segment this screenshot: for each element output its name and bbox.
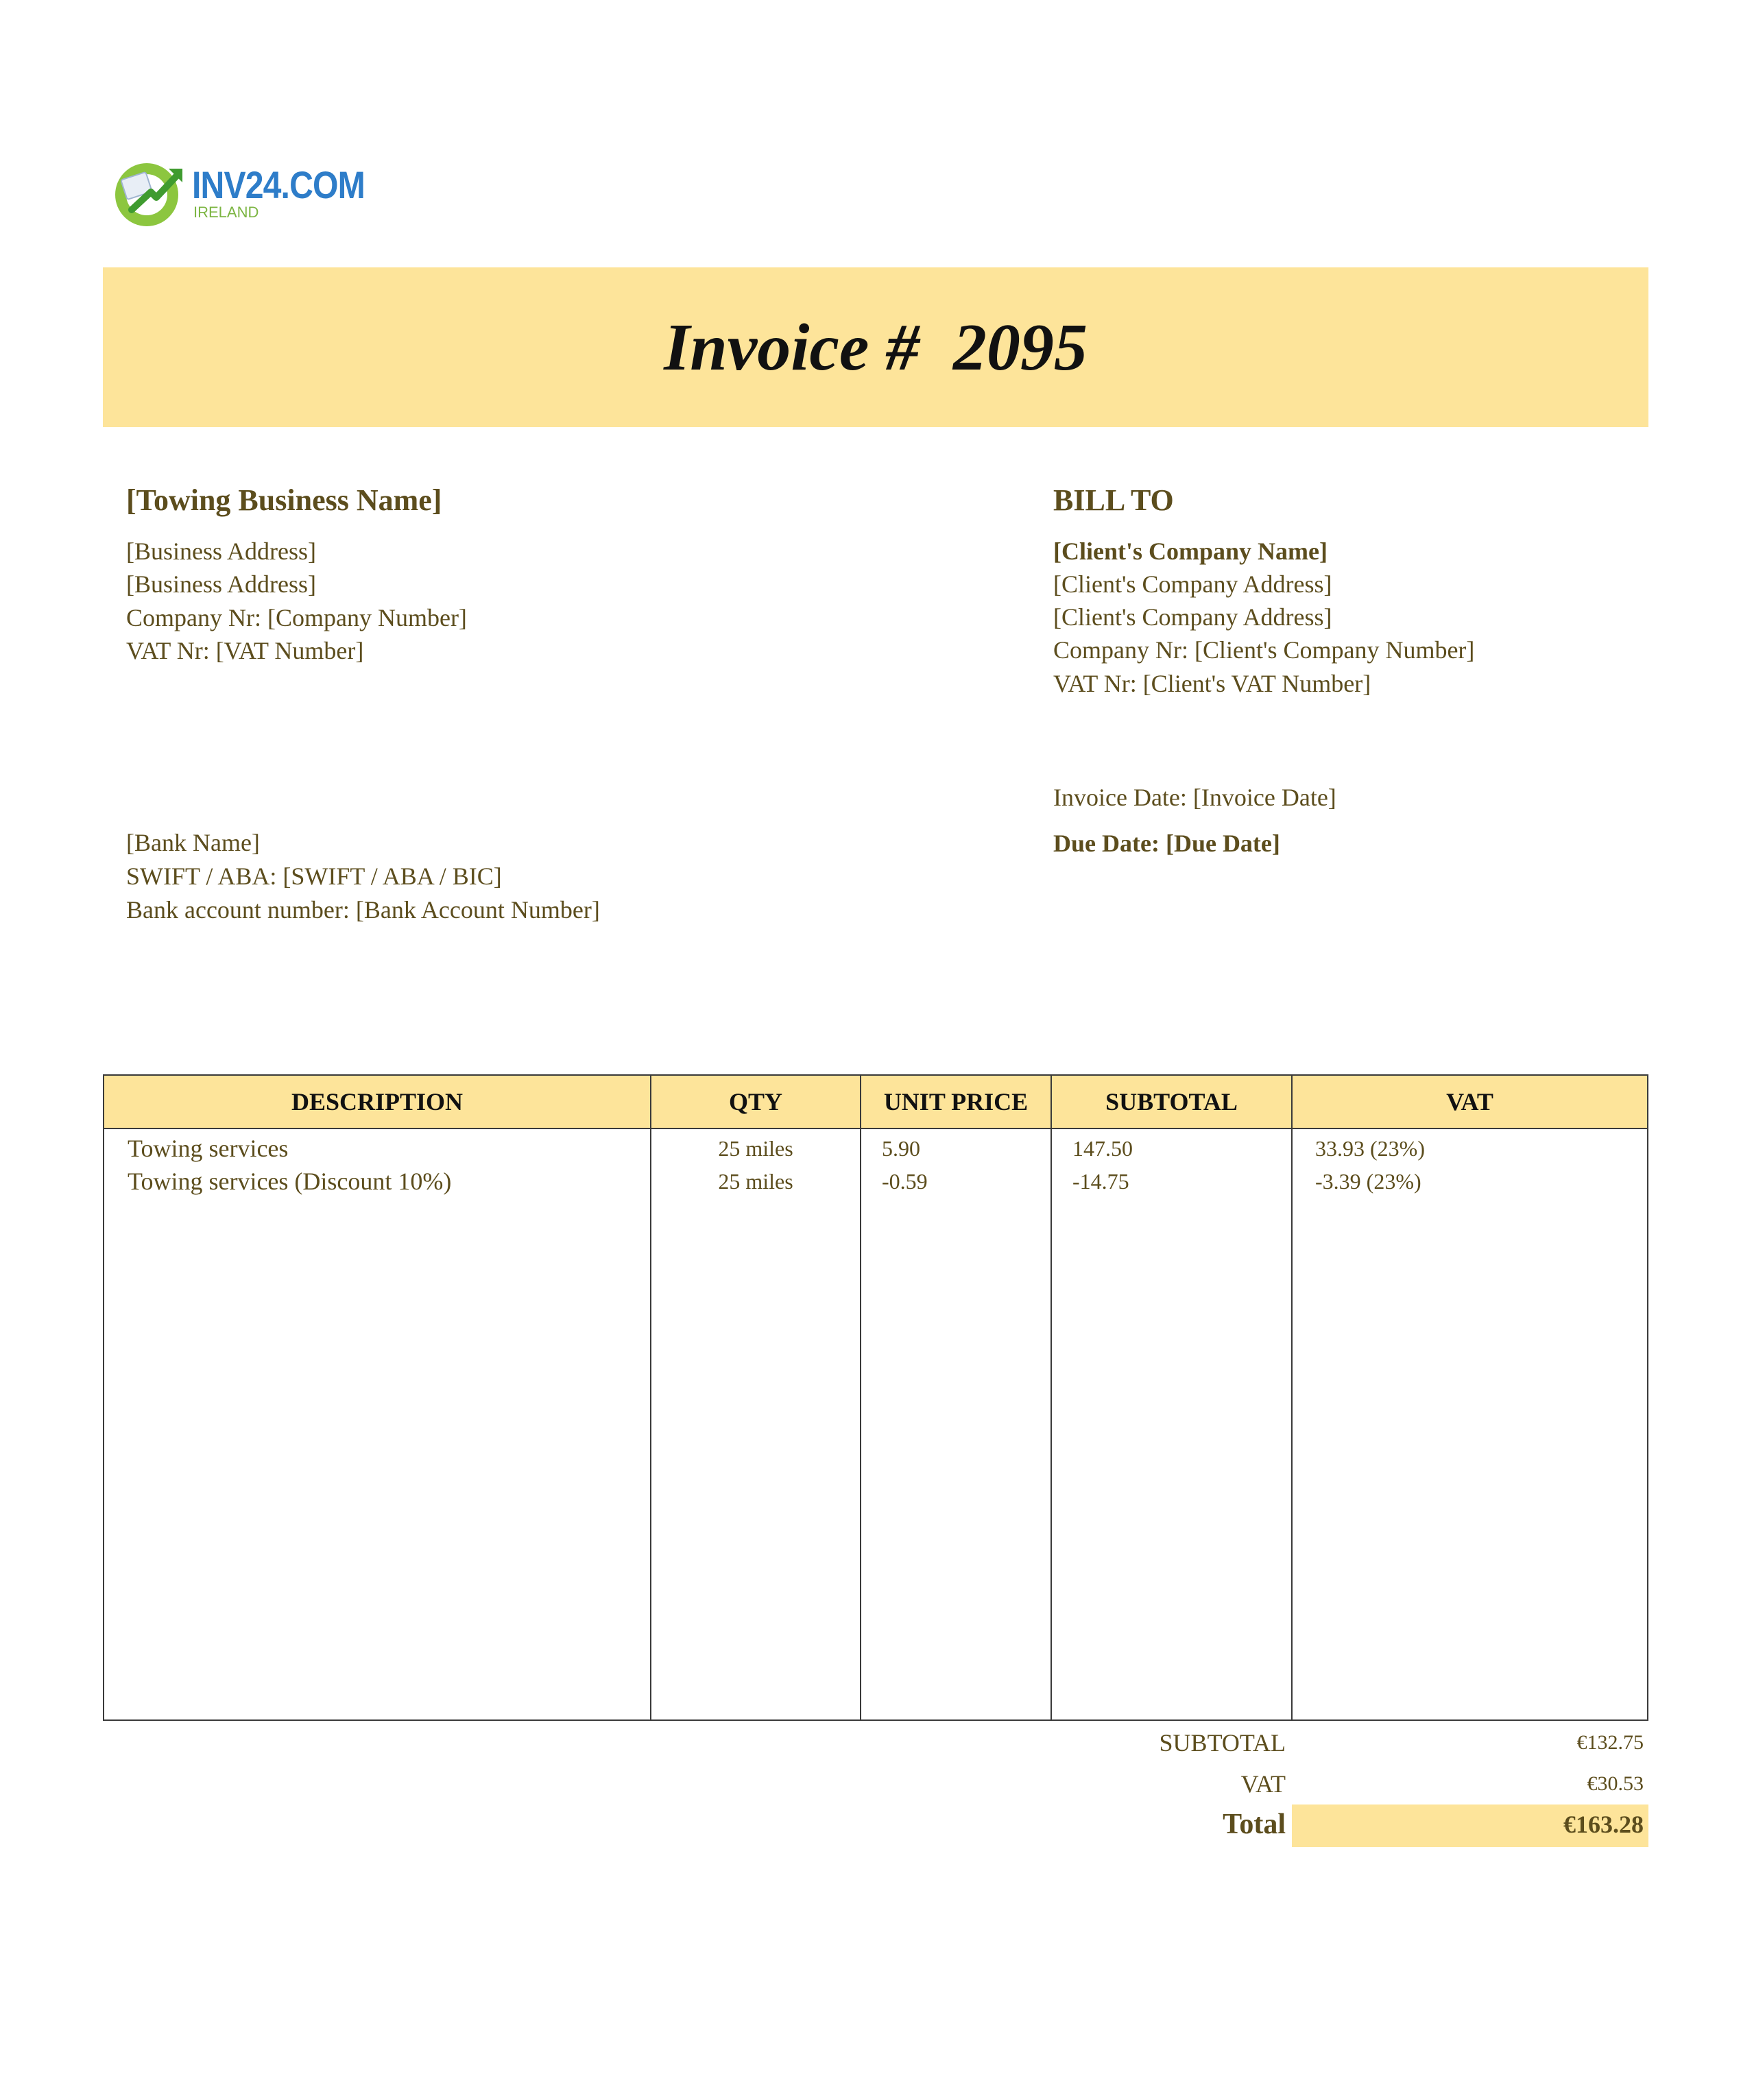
vat-total-value: €30.53	[1587, 1772, 1644, 1795]
vat-total-label: VAT	[1240, 1770, 1286, 1798]
client-address-line2: [Client's Company Address]	[1053, 603, 1332, 631]
header-description: DESCRIPTION	[291, 1088, 464, 1115]
header-unit-price: UNIT PRICE	[883, 1088, 1029, 1115]
client-company-number: Company Nr: [Client's Company Number]	[1053, 636, 1475, 664]
seller-address-line1: [Business Address]	[126, 538, 316, 565]
row1-vat: 33.93 (23%)	[1315, 1136, 1425, 1161]
seller-address-line2: [Business Address]	[126, 570, 316, 598]
bank-account-number: Bank account number: [Bank Account Number]	[126, 896, 600, 924]
bank-name: [Bank Name]	[126, 829, 260, 856]
client-address-line1: [Client's Company Address]	[1053, 570, 1332, 598]
row2-subtotal: -14.75	[1072, 1169, 1129, 1194]
subtotal-value: €132.75	[1576, 1731, 1644, 1754]
row1-subtotal: 147.50	[1072, 1136, 1133, 1161]
row1-qty: 25 miles	[718, 1136, 793, 1161]
row2-description: Towing services (Discount 10%)	[128, 1168, 452, 1195]
client-vat-number: VAT Nr: [Client's VAT Number]	[1053, 670, 1371, 697]
row1-description: Towing services	[128, 1135, 289, 1162]
column-divider	[1050, 1076, 1052, 1719]
row2-qty: 25 miles	[718, 1169, 793, 1194]
logo-region-text: IRELAND	[193, 204, 259, 221]
header-qty: QTY	[728, 1088, 782, 1115]
bill-to-heading: BILL TO	[1053, 483, 1174, 517]
seller-name: [Towing Business Name]	[126, 483, 442, 517]
column-divider	[860, 1076, 861, 1719]
bank-swift: SWIFT / ABA: [SWIFT / ABA / BIC]	[126, 862, 502, 890]
company-logo	[111, 156, 365, 232]
seller-vat-number: VAT Nr: [VAT Number]	[126, 637, 364, 664]
invoice-date: Invoice Date: [Invoice Date]	[1053, 784, 1336, 811]
row2-vat: -3.39 (23%)	[1315, 1169, 1421, 1194]
seller-company-number: Company Nr: [Company Number]	[126, 604, 467, 631]
client-company-name: [Client's Company Name]	[1053, 538, 1328, 565]
header-subtotal: SUBTOTAL	[1105, 1088, 1238, 1115]
column-divider	[1291, 1076, 1293, 1719]
row1-unit-price: 5.90	[882, 1136, 920, 1161]
due-date: Due Date: [Due Date]	[1053, 830, 1280, 857]
grand-total-label: Total	[1223, 1809, 1286, 1840]
title-banner	[103, 267, 1648, 427]
invoice-title: Invoice # 2095	[664, 310, 1088, 385]
grand-total-value: €163.28	[1563, 1811, 1644, 1838]
logo-brand-text: INV24.COM	[192, 163, 365, 206]
line-items-table	[103, 1074, 1648, 1721]
row2-unit-price: -0.59	[882, 1169, 928, 1194]
header-vat: VAT	[1446, 1088, 1493, 1115]
subtotal-label: SUBTOTAL	[1159, 1729, 1286, 1757]
logo-icon	[111, 156, 187, 232]
